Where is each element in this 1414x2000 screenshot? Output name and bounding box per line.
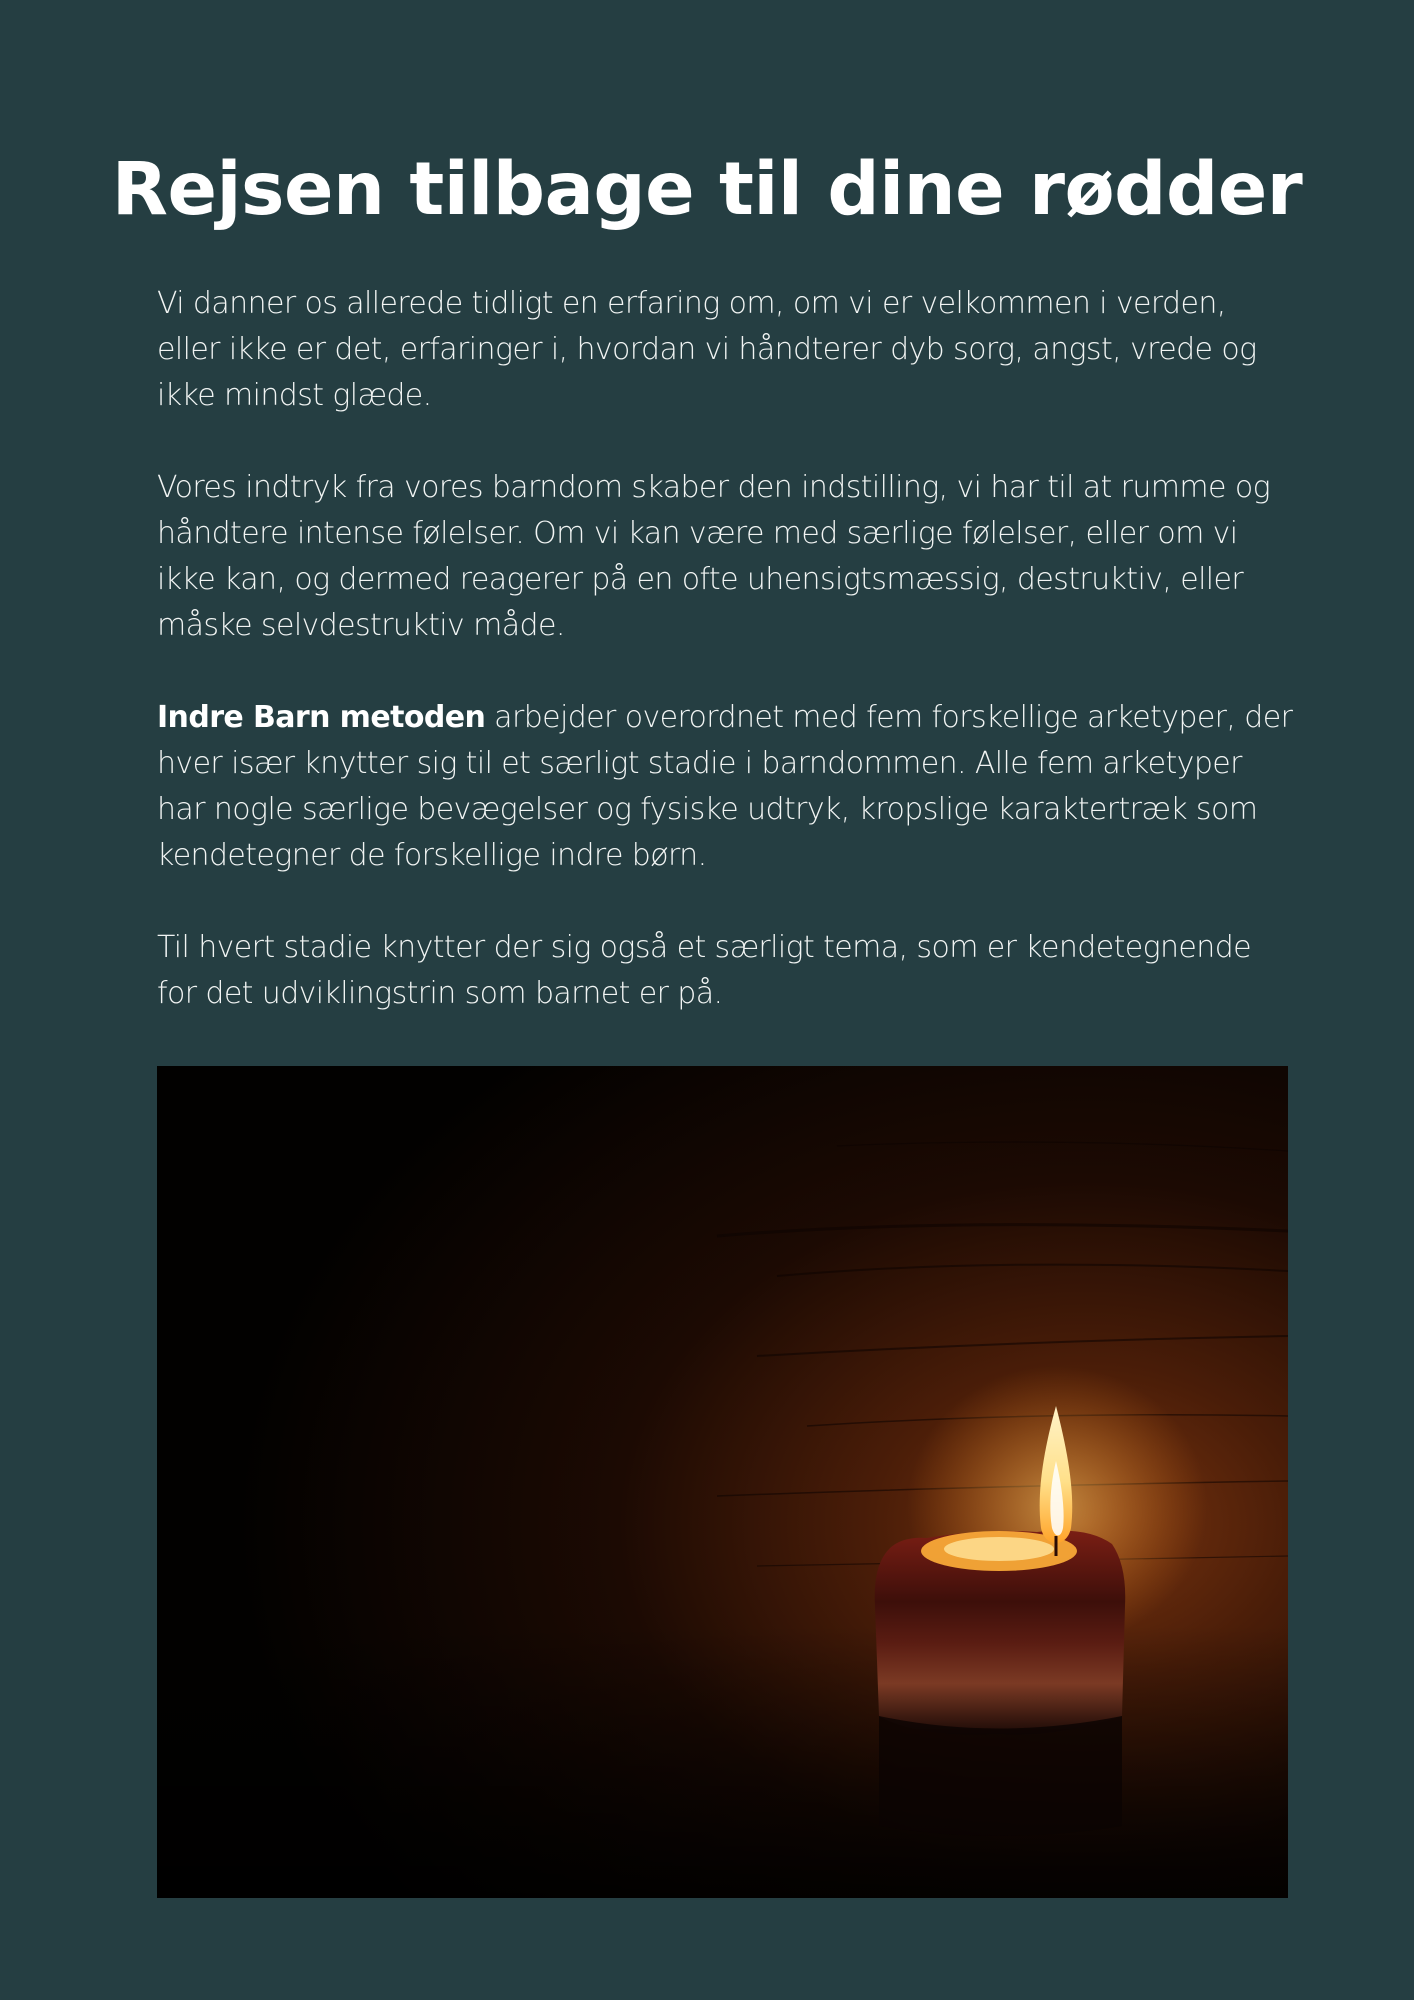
- paragraph-4: [157, 925, 1297, 1017]
- article-body: [157, 281, 1297, 1017]
- candle-photo: [157, 1066, 1288, 1898]
- paragraph-3-text: arbejder overordnet med fem forskellige arketyper, der hver især knytter sig til et særligt stadie i barndommen. Alle fem arketyper har nogle særlige bevægelser og fysiske udtryk, kropslige karaktertræk som kendetegner de forskellige indre børn.: [157, 700, 1293, 873]
- paragraph-2: [157, 465, 1297, 649]
- candle: [875, 1531, 1126, 1837]
- paragraph-1: [157, 281, 1297, 419]
- candle-photo-illustration: [157, 1066, 1288, 1898]
- paragraph-1-text: Vi danner os allerede tidligt en erfaring om, om vi er velkommen i verden, eller ikke er det, erfaringer i, hvordan vi håndterer dyb sorg, angst, vrede og ikke mindst glæde.: [157, 286, 1257, 413]
- paragraph-3: [157, 695, 1297, 879]
- page-title: Rejsen tilbage til dine rødder: [111, 147, 1303, 232]
- paragraph-4-text: Til hvert stadie knytter der sig også et særligt tema, som er kendetegnende for det udviklingstrin som barnet er på.: [157, 930, 1251, 1011]
- paragraph-3-bold-lead: Indre Barn metoden: [157, 700, 486, 735]
- paragraph-2-text: Vores indtryk fra vores barndom skaber den indstilling, vi har til at rumme og håndtere intense følelser. Om vi kan være med særlige følelser, eller om vi ikke kan, og dermed reagerer på en ofte uhensigtsmæssig, destruktiv, eller måske selvdestruktiv måde.: [157, 470, 1271, 643]
